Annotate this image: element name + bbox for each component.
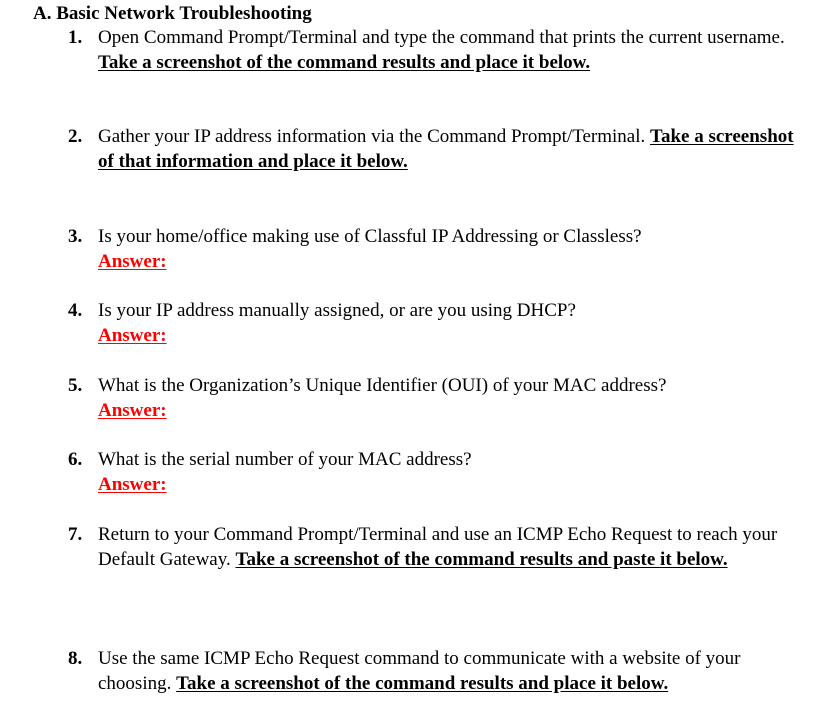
answer-label: Answer: — [98, 325, 167, 346]
question-2 — [68, 124, 808, 174]
question-8 — [68, 646, 808, 696]
question-body — [98, 224, 798, 274]
question-instruction: Take a screenshot of the command results and paste it below. — [235, 549, 728, 570]
question-text: What is the serial number of your MAC address? — [98, 449, 472, 470]
question-body — [98, 522, 798, 572]
answer-label: Answer: — [98, 251, 167, 272]
question-number: 3. — [68, 226, 83, 247]
question-3 — [68, 224, 808, 274]
question-text: Is your home/office making use of Classful IP Addressing or Classless? — [98, 226, 642, 247]
question-body — [98, 646, 798, 696]
question-text: Return to your Command Prompt/Terminal and use an ICMP Echo Request to reach your Default Gateway. — [98, 524, 778, 570]
question-number: 6. — [68, 449, 83, 470]
question-number: 5. — [68, 375, 83, 396]
answer-label: Answer: — [98, 474, 167, 495]
question-text: What is the Organization’s Unique Identifier (OUI) of your MAC address? — [98, 375, 667, 396]
answer-label: Answer: — [98, 400, 167, 421]
question-6 — [68, 447, 808, 497]
question-text: Use the same ICMP Echo Request command to communicate with a website of your choosing. — [98, 648, 741, 694]
question-5 — [68, 373, 808, 423]
question-7 — [68, 522, 808, 572]
question-number: 7. — [68, 524, 83, 545]
question-body — [98, 447, 798, 497]
question-instruction: Take a screenshot of that information and place it below. — [98, 126, 794, 172]
question-body — [98, 25, 798, 75]
question-instruction: Take a screenshot of the command results and place it below. — [176, 673, 669, 694]
question-number: 4. — [68, 300, 83, 321]
question-number: 1. — [68, 27, 83, 48]
question-text: Open Command Prompt/Terminal and type the command that prints the current username. — [98, 27, 785, 48]
question-4 — [68, 298, 808, 348]
question-text: Gather your IP address information via the Command Prompt/Terminal. — [98, 126, 646, 147]
question-1 — [68, 25, 808, 75]
question-text: Is your IP address manually assigned, or are you using DHCP? — [98, 300, 576, 321]
question-number: 8. — [68, 648, 83, 669]
section-title: A. Basic Network Troubleshooting — [33, 3, 312, 24]
question-instruction: Take a screenshot of the command results and place it below. — [98, 52, 591, 73]
question-body — [98, 298, 798, 348]
question-number: 2. — [68, 126, 83, 147]
question-body — [98, 124, 798, 174]
question-body — [98, 373, 798, 423]
